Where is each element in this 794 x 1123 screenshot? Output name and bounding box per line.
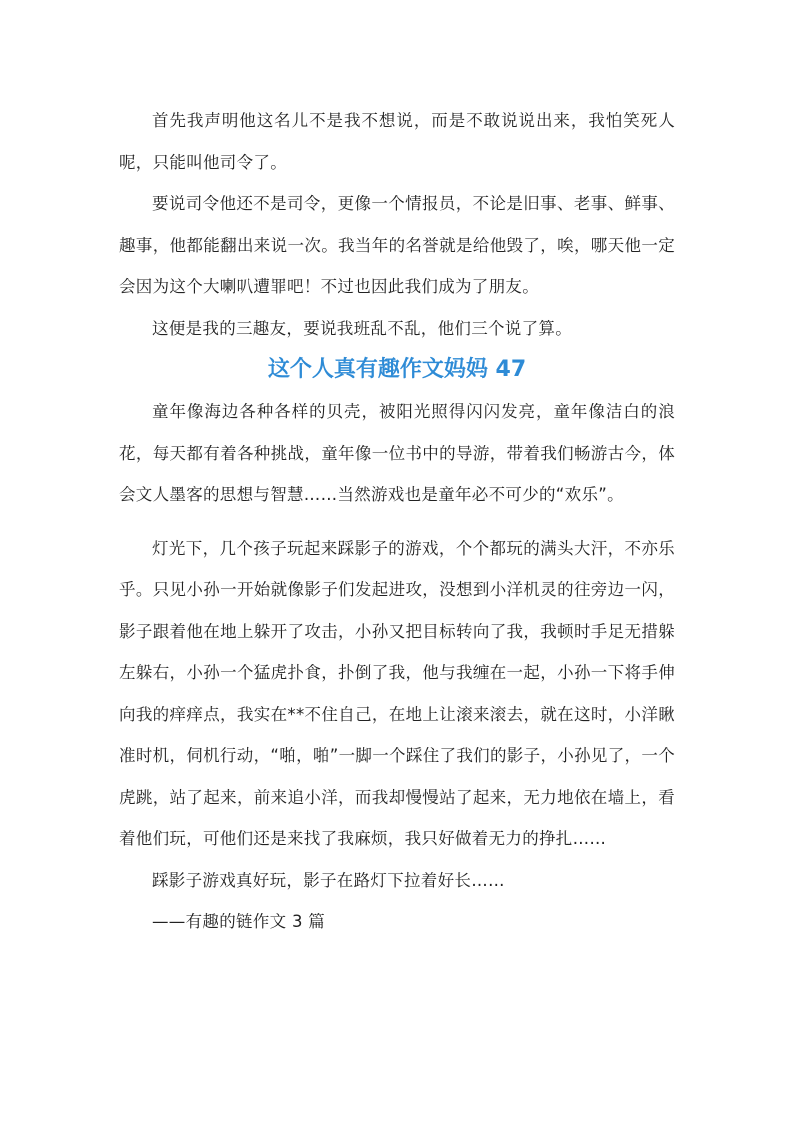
paragraph: 灯光下，几个孩子玩起来踩影子的游戏，个个都玩的满头大汗，不亦乐乎。只见小孙一开始就像影子们发起进攻，没想到小洋机灵的往旁边一闪，影子跟着他在地上躲开了攻击，小孙又把目标转向了我，我顿时手足无措躲左躲右，小孙一个猛虎扑食，扑倒了我，他与我缠在一起，小孙一下将手伸向我的痒痒点，我实在**不住自己，在地上让滚来滚去，就在这时，小洋瞅准时机，伺机行动，“啪，啪”一脚一个踩住了我们的影子，小孙见了，一个虎跳，站了起来，前来追小洋，而我却慢慢站了起来，无力地依在墙上，看着他们玩，可他们还是来找了我麻烦，我只好做着无力的挣扎…… <box>119 538 675 848</box>
paragraph: 首先我声明他这名儿不是我不想说，而是不敢说说出来，我怕笑死人呢，只能叫他司令了。 <box>119 111 675 172</box>
paragraph: 踩影子游戏真好玩，影子在路灯下拉着好长…… <box>152 870 505 890</box>
paragraph: 要说司令他还不是司令，更像一个情报员，不论是旧事、老事、鲜事、趣事，他都能翻出来说一次。我当年的名誉就是给他毁了，唉，哪天他一定会因为这个大喇叭遭罪吧！不过也因此我们成为了朋友。 <box>119 194 675 296</box>
signature-line: ——有趣的链作文 3 篇 <box>152 912 326 931</box>
document-body <box>119 100 675 943</box>
paragraph: 童年像海边各种各样的贝壳，被阳光照得闪闪发亮，童年像洁白的浪花，每天都有着各种挑战，童年像一位书中的导游，带着我们畅游古今，体会文人墨客的思想与智慧……当然游戏也是童年必不可少的“欢乐”。 <box>119 402 675 504</box>
section-heading: 这个人真有趣作文妈妈 47 <box>267 357 527 382</box>
paragraph-spacer <box>119 516 675 528</box>
paragraph: 这便是我的三趣友，要说我班乱不乱，他们三个说了算。 <box>152 318 572 338</box>
